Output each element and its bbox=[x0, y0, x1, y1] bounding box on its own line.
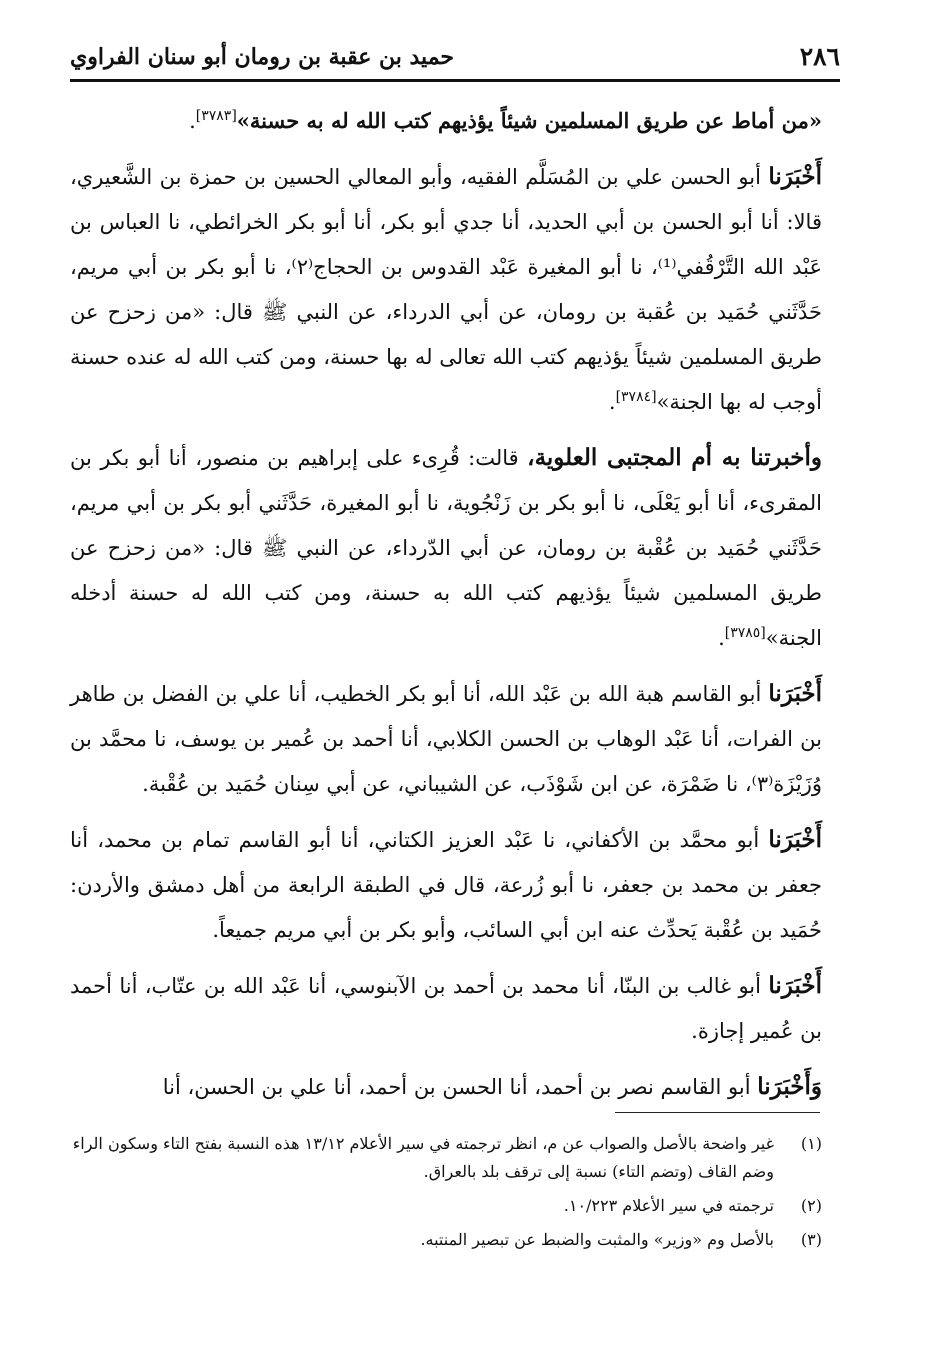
footnote-text: غير واضحة بالأصل والصواب عن م، انظر ترجمته في سير الأعلام ١٣/١٢ هذه النسبة بفتح التاء وسكون الراء وضم القاف (وتضم التاء) نسبة إلى ترقف بلد بالعراق. bbox=[72, 1134, 774, 1181]
paragraph-end: . bbox=[691, 1019, 698, 1043]
paragraph-end: . bbox=[212, 918, 220, 942]
header-rule bbox=[70, 79, 840, 82]
paragraph-text: أبو القاسم هبة الله بن عَبْد الله، أنا أبو بكر الخطيب، أنا علي بن الفضل بن طاهر بن الفرات، أنا عَبْد الوهاب بن الحسن الكلابي، أنا أحمد بن عُمير بن يوسف، نا محمَّد بن وُزَيْزَة⁽٣⁾، نا ضَمْرَة، عن ابن شَوْذَب، عن الشيباني، عن أبي سِنان حُمَيد بن عُقْبة bbox=[70, 682, 822, 796]
footnote-number: (٢) bbox=[800, 1196, 822, 1215]
main-text bbox=[70, 98, 822, 1120]
paragraph-end: . bbox=[718, 626, 725, 650]
paragraph-5 bbox=[70, 817, 822, 953]
footnote-text: بالأصل وم «وزير» والمثبت والضبط عن تبصير المنتبه. bbox=[420, 1230, 774, 1249]
hadith-number: [٣٧٨٥] bbox=[724, 625, 766, 641]
footnote bbox=[70, 1226, 822, 1254]
paragraph-end: . bbox=[142, 772, 149, 796]
footnote-number: (٣) bbox=[800, 1230, 822, 1249]
footnote-number: (١) bbox=[800, 1134, 822, 1153]
paragraph-text: أبو القاسم نصر بن أحمد، أنا الحسن بن أحمد، أنا علي بن الحسن، أنا bbox=[162, 1075, 758, 1099]
paragraph-text: أبو الحسن علي بن المُسَلَّم الفقيه، وأبو المعالي الحسين بن حمزة بن الشَّعيري، قالا: أنا أبو الحسن بن أبي الحديد، أنا جدي أبو بكر، أنا أبو بكر الخرائطي، نا العباس بن عَبْد الله التَّرْقُفي⁽¹⁾، نا أبو المغيرة عَبْد القدوس بن الحجاج⁽٢⁾، نا أبو بكر بن أبي مريم، حَدَّثَني حُمَيد بن عُقبة بن رومان، عن أبي الدرداء، عن النبي ﷺ قال: «من زحزح عن طريق المسلمين شيئاً يؤذيهم كتب الله تعالى له بها حسنة، ومن كتب الله له عنده حسنة أوجب له بها الجنة» bbox=[70, 165, 822, 414]
paragraph-lead: أَخْبَرَنا bbox=[768, 826, 822, 853]
paragraph-lead: وأخبرتنا به أم المجتبى العلوية، bbox=[527, 444, 822, 471]
paragraph-6 bbox=[70, 963, 822, 1054]
paragraph-end: . bbox=[608, 390, 616, 414]
running-title: حميد بن عقبة بن رومان أبو سنان الفراوي bbox=[70, 44, 455, 70]
hadith-number: [٣٧٨٣] bbox=[195, 108, 237, 124]
paragraph-2 bbox=[70, 154, 822, 425]
paragraph-4 bbox=[70, 671, 822, 807]
paragraph-3 bbox=[70, 435, 822, 661]
paragraph-text: قالت: قُرِىء على إبراهيم بن منصور، أنا أبو بكر بن المقرىء، أنا أبو يَعْلَى، نا أبو بكر بن زَنْجُوية، نا أبو المغيرة، حَدَّثَني أبو بكر بن أبي مريم، حَدَّثَني حُمَيد بن عُقْبة بن رومان، عن أبي الدّرداء، عن النبي ﷺ قال: «من زحزح عن طريق المسلمين شيئاً يؤذيهم كتب الله به حسنة، ومن كتب الله له حسنة أدخله الجنة» bbox=[70, 446, 822, 650]
paragraph-text: أبو محمَّد بن الأكفاني، نا عَبْد العزيز الكتاني، أنا أبو القاسم تمام بن محمد، أنا جعفر بن محمد بن جعفر، نا أبو زُرعة، قال في الطبقة الرابعة من أهل دمشق والأردن: حُمَيد بن عُقْبة يَحدِّث عنه ابن أبي السائب، وأبو بكر بن أبي مريم جميعاً bbox=[70, 828, 822, 942]
paragraph-lead: أَخْبَرَنا bbox=[768, 680, 822, 707]
paragraph-7 bbox=[70, 1064, 822, 1110]
footnote bbox=[70, 1192, 822, 1220]
footnotes bbox=[70, 1130, 822, 1260]
footnote bbox=[70, 1130, 822, 1186]
footnote-text: ترجمته في سير الأعلام ١٠/٢٢٣. bbox=[563, 1196, 774, 1215]
paragraph-lead: وَأَخْبَرَنا bbox=[757, 1073, 822, 1100]
paragraph-text: أبو غالب بن البنّا، أنا محمد بن أحمد بن الآبنوسي، أنا عَبْد الله بن عتّاب، أنا أحمد بن عُمير إجازة bbox=[70, 974, 822, 1043]
paragraph-lead: أَخْبَرَنا bbox=[768, 163, 822, 190]
paragraph-end: . bbox=[189, 109, 196, 133]
page-header bbox=[70, 34, 840, 82]
paragraph-text: «من أماط عن طريق المسلمين شيئاً يؤذيهم كتب الله له به حسنة» bbox=[236, 108, 822, 133]
page-number: ٢٨٦ bbox=[799, 42, 840, 71]
hadith-number: [٣٧٨٤] bbox=[615, 389, 657, 405]
paragraph-lead: أَخْبَرَنا bbox=[768, 972, 822, 999]
footnote-divider bbox=[615, 1112, 820, 1113]
paragraph-1 bbox=[70, 98, 822, 144]
